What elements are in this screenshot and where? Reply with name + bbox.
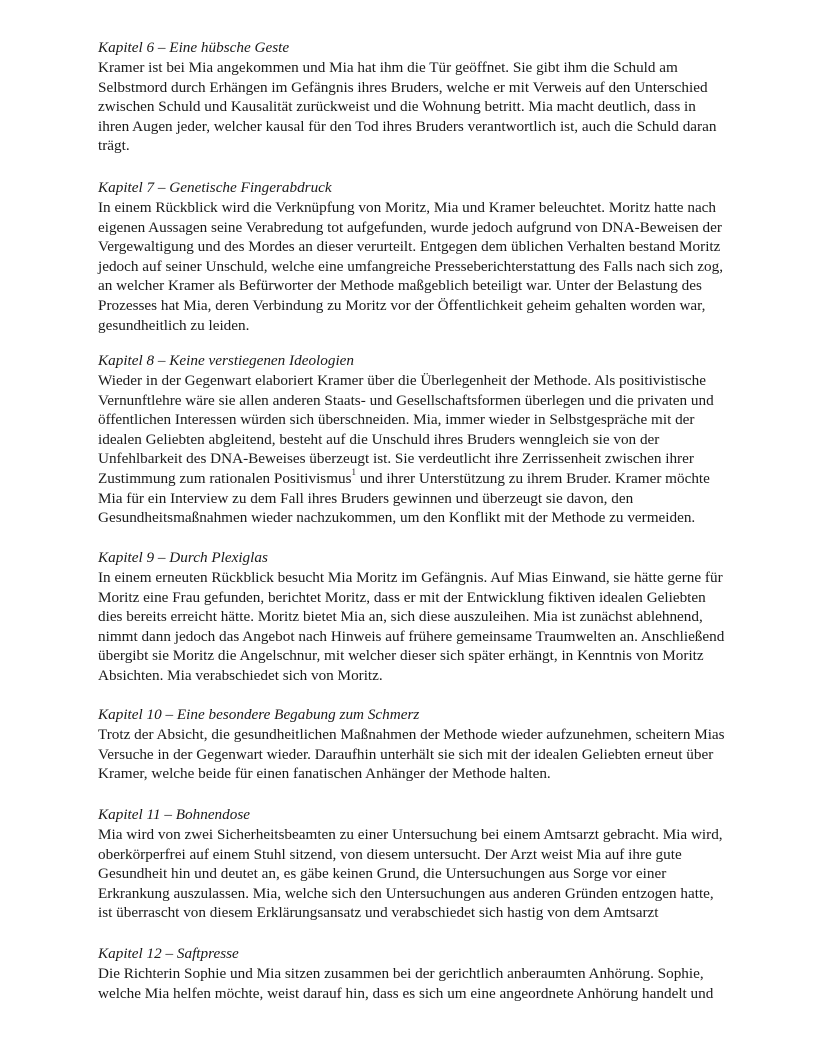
chapter-title: Kapitel 10 – Eine besondere Begabung zum Schmerz — [98, 706, 420, 723]
chapter-summary: In einem erneuten Rückblick besucht Mia Moritz im Gefängnis. Auf Mias Einwand, sie hätte gerne für Moritz eine Frau gefunden, berichtet Moritz, dass er mit der Entwicklung fiktiven idealen Geliebten dies bereits erreicht hätte. Moritz bietet Mia an, sich diese auszuleihen. Mia ist zunächst ablehnend, nimmt dann jedoch das Angebot nach Hinweis auf frühere gemeinsame Traumwelten an. Anschließend übergibt sie Moritz die Angelschnur, mit welcher dieser sich später erhängt, in Kenntnis von Moritz Absichten. Mia verabschiedet sich von Moritz. — [98, 569, 725, 684]
chapter-summary: In einem Rückblick wird die Verknüpfung von Moritz, Mia und Kramer beleuchtet. Moritz hatte nach eigenen Aussagen seine Verabredung tot aufgefunden, wurde jedoch aufgrund von DNA-Beweisen der Vergewaltigung und des Mordes an dieser verurteilt. Entgegen dem üblichen Verhalten bestand Moritz jedoch auf seiner Unschuld, welche eine umfangreiche Presseberichterstattung des Falls nach sich zog, an welcher Kramer als Befürworter der Methode maßgeblich beteiligt war. Unter der Belastung des Prozesses hat Mia, deren Verbindung zu Moritz vor der Öffentlichkeit geheim gehalten worden war, gesundheitlich zu leiden. — [98, 199, 724, 334]
chapter-summary: Mia wird von zwei Sicherheitsbeamten zu einer Untersuchung bei einem Amtsarzt gebracht. Mia wird, oberkörperfrei auf einem Stuhl sitzend, von diesem untersucht. Der Arzt weist Mia auf ihre gute Gesundheit hin und deutet an, es gäbe keinen Grund, die Untersuchungen aus Sorge vor einer Erkrankung auszulassen. Mia, welche sich den Untersuchungen aus anderen Gründen entzogen hatte, ist überrascht von diesem Erklärungsansatz und verabschiedet sich hastig von dem Amtsarzt — [98, 826, 723, 922]
footnote-marker[interactable]: 1 — [351, 466, 357, 477]
chapter-summary: Trotz der Absicht, die gesundheitlichen Maßnahmen der Methode wieder aufzunehmen, scheitern Mias Versuche in der Gegenwart wieder. Daraufhin unterhält sie sich mit der idealen Geliebten erneut über Kramer, welche beide für einen fanatischen Anhänger der Methode halten. — [98, 726, 725, 783]
chapter-7 — [98, 178, 730, 335]
chapter-summary: Kramer ist bei Mia angekommen und Mia hat ihm die Tür geöffnet. Sie gibt ihm die Schuld am Selbstmord durch Erhängen im Gefängnis ihres Bruders, welche er mit Verweis auf den Unterschied zwischen Schuld und Kausalität zurückweist und die Wohnung betritt. Mia macht deutlich, dass in ihren Augen jeder, welcher kausal für den Tod ihres Bruders verantwortlich ist, auch die Schuld daran trägt. — [98, 59, 717, 155]
chapter-summary-part-a: Wieder in der Gegenwart elaboriert Kramer über die Überlegenheit der Methode. Als positivistische Vernunftlehre wäre sie allen anderen Staats- und Gesellschaftsformen überlegen und die privaten und öffentlichen Interessen würden sich überschneiden. Mia, immer wieder in Selbstgespräche mit der idealen Geliebten abgleitend, besteht auf die Unschuld ihres Bruders wenngleich sie von der Unfehlbarkeit des DNA-Beweises überzeugt ist. Sie verdeutlicht ihre Zerrissenheit zwischen ihrer Zustimmung zum rationalen Positivismus — [98, 372, 714, 487]
chapter-title: Kapitel 6 – Eine hübsche Geste — [98, 39, 290, 56]
chapter-11 — [98, 805, 730, 923]
chapter-title: Kapitel 11 – Bohnendose — [98, 806, 250, 823]
chapter-6 — [98, 38, 730, 156]
chapter-8 — [98, 351, 730, 528]
chapter-summary-part-b: und ihrer Unterstützung zu ihrem Bruder. Kramer möchte Mia für ein Interview zu dem Fall ihres Bruders gewinnen und überzeugt sie davon, den Gesundheitsmaßnahmen wieder nachzukommen, um den Konflikt mit der Methode zu vermeiden. — [98, 469, 710, 527]
chapter-summary — [98, 371, 730, 528]
chapter-12 — [98, 944, 730, 1003]
chapter-summary: Die Richterin Sophie und Mia sitzen zusammen bei der gerichtlich anberaumten Anhörung. Sophie, welche Mia helfen möchte, weist darauf hin, dass es sich um eine angeordnete Anhörung handelt und — [98, 965, 714, 1002]
chapter-10 — [98, 705, 730, 784]
chapter-title: Kapitel 9 – Durch Plexiglas — [98, 549, 268, 566]
chapter-title: Kapitel 12 – Saftpresse — [98, 945, 239, 962]
chapter-title: Kapitel 8 – Keine verstiegenen Ideologien — [98, 352, 355, 369]
chapter-9 — [98, 548, 730, 686]
chapter-title: Kapitel 7 – Genetische Fingerabdruck — [98, 179, 332, 196]
